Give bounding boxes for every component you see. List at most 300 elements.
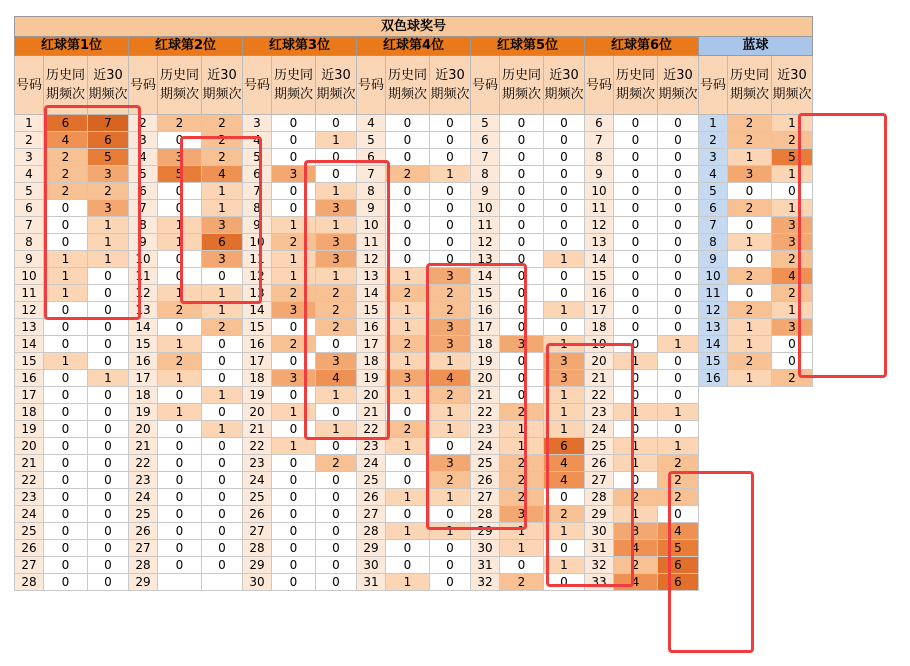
history-frequency-cell: 2 xyxy=(386,336,430,353)
history-frequency-cell: 0 xyxy=(158,540,202,557)
history-frequency-cell: 0 xyxy=(614,183,658,200)
history-frequency-cell: 1 xyxy=(44,353,88,370)
empty-cell xyxy=(772,387,813,404)
ball-number-cell: 3 xyxy=(699,149,728,166)
recent30-frequency-cell: 0 xyxy=(88,540,129,557)
history-frequency-cell: 0 xyxy=(386,472,430,489)
recent30-frequency-cell: 1 xyxy=(544,387,585,404)
history-frequency-cell: 0 xyxy=(728,183,772,200)
recent30-frequency-cell: 3 xyxy=(430,319,471,336)
recent30-frequency-cell: 1 xyxy=(430,353,471,370)
recent30-frequency-cell: 0 xyxy=(88,523,129,540)
recent30-frequency-cell: 1 xyxy=(430,421,471,438)
column-header: 近30期频次 xyxy=(316,56,357,115)
recent30-frequency-cell: 0 xyxy=(202,438,243,455)
history-frequency-cell: 2 xyxy=(500,455,544,472)
empty-cell xyxy=(699,557,728,574)
history-frequency-cell: 0 xyxy=(158,438,202,455)
empty-cell xyxy=(728,421,772,438)
ball-number-cell: 2 xyxy=(129,115,158,132)
ball-number-cell: 9 xyxy=(471,183,500,200)
ball-number-cell: 27 xyxy=(15,557,44,574)
ball-number-cell: 23 xyxy=(243,455,272,472)
recent30-frequency-cell: 2 xyxy=(430,387,471,404)
empty-cell xyxy=(772,523,813,540)
recent30-frequency-cell: 2 xyxy=(202,149,243,166)
history-frequency-cell: 0 xyxy=(500,183,544,200)
recent30-frequency-cell: 1 xyxy=(544,523,585,540)
ball-number-cell: 15 xyxy=(15,353,44,370)
column-header: 号码 xyxy=(357,56,386,115)
ball-number-cell: 9 xyxy=(699,251,728,268)
history-frequency-cell: 1 xyxy=(386,574,430,591)
history-frequency-cell: 0 xyxy=(386,183,430,200)
ball-number-cell: 26 xyxy=(357,489,386,506)
column-header: 号码 xyxy=(471,56,500,115)
group-header: 红球第1位 xyxy=(15,37,129,56)
history-frequency-cell: 3 xyxy=(728,166,772,183)
ball-number-cell: 13 xyxy=(243,285,272,302)
recent30-frequency-cell: 0 xyxy=(430,234,471,251)
recent30-frequency-cell: 0 xyxy=(88,455,129,472)
ball-number-cell: 26 xyxy=(15,540,44,557)
ball-number-cell: 31 xyxy=(585,540,614,557)
history-frequency-cell: 1 xyxy=(386,268,430,285)
empty-cell xyxy=(728,557,772,574)
recent30-frequency-cell: 1 xyxy=(544,404,585,421)
recent30-frequency-cell: 2 xyxy=(202,115,243,132)
table-row xyxy=(15,506,813,523)
ball-number-cell: 25 xyxy=(357,472,386,489)
history-frequency-cell: 6 xyxy=(44,115,88,132)
history-frequency-cell: 0 xyxy=(44,387,88,404)
ball-number-cell: 31 xyxy=(357,574,386,591)
recent30-frequency-cell: 0 xyxy=(658,234,699,251)
history-frequency-cell: 0 xyxy=(44,557,88,574)
history-frequency-cell: 0 xyxy=(272,455,316,472)
recent30-frequency-cell: 1 xyxy=(202,285,243,302)
ball-number-cell: 10 xyxy=(699,268,728,285)
history-frequency-cell: 5 xyxy=(158,166,202,183)
recent30-frequency-cell: 5 xyxy=(772,149,813,166)
history-frequency-cell: 0 xyxy=(614,370,658,387)
recent30-frequency-cell: 0 xyxy=(316,149,357,166)
ball-number-cell: 7 xyxy=(471,149,500,166)
recent30-frequency-cell: 0 xyxy=(658,183,699,200)
ball-number-cell: 17 xyxy=(357,336,386,353)
ball-number-cell: 11 xyxy=(243,251,272,268)
ball-number-cell: 2 xyxy=(699,132,728,149)
recent30-frequency-cell: 0 xyxy=(544,234,585,251)
recent30-frequency-cell: 0 xyxy=(430,115,471,132)
empty-cell xyxy=(699,506,728,523)
empty-cell xyxy=(728,404,772,421)
table-row xyxy=(15,200,813,217)
recent30-frequency-cell: 3 xyxy=(772,234,813,251)
recent30-frequency-cell: 0 xyxy=(544,149,585,166)
history-frequency-cell: 2 xyxy=(500,574,544,591)
recent30-frequency-cell: 0 xyxy=(316,438,357,455)
table-row xyxy=(15,353,813,370)
ball-number-cell: 25 xyxy=(471,455,500,472)
ball-number-cell: 7 xyxy=(357,166,386,183)
group-header: 红球第3位 xyxy=(243,37,357,56)
history-frequency-cell: 0 xyxy=(728,217,772,234)
history-frequency-cell: 0 xyxy=(500,302,544,319)
recent30-frequency-cell: 0 xyxy=(88,285,129,302)
ball-number-cell: 24 xyxy=(15,506,44,523)
ball-number-cell: 5 xyxy=(357,132,386,149)
ball-number-cell: 7 xyxy=(129,200,158,217)
ball-number-cell: 12 xyxy=(243,268,272,285)
history-frequency-cell: 0 xyxy=(500,387,544,404)
recent30-frequency-cell: 0 xyxy=(88,557,129,574)
ball-number-cell: 32 xyxy=(471,574,500,591)
ball-number-cell: 24 xyxy=(129,489,158,506)
empty-cell xyxy=(728,540,772,557)
history-frequency-cell: 0 xyxy=(44,370,88,387)
recent30-frequency-cell: 0 xyxy=(316,472,357,489)
history-frequency-cell: 1 xyxy=(386,302,430,319)
recent30-frequency-cell: 1 xyxy=(658,404,699,421)
table-row xyxy=(15,370,813,387)
empty-cell xyxy=(772,404,813,421)
column-header: 近30期频次 xyxy=(544,56,585,115)
recent30-frequency-cell: 6 xyxy=(202,234,243,251)
ball-number-cell: 5 xyxy=(129,166,158,183)
ball-number-cell: 1 xyxy=(15,115,44,132)
ball-number-cell: 21 xyxy=(585,370,614,387)
ball-number-cell: 8 xyxy=(471,166,500,183)
recent30-frequency-cell: 3 xyxy=(316,200,357,217)
history-frequency-cell: 0 xyxy=(614,234,658,251)
history-frequency-cell: 1 xyxy=(386,387,430,404)
ball-number-cell: 19 xyxy=(243,387,272,404)
ball-number-cell: 13 xyxy=(15,319,44,336)
recent30-frequency-cell: 4 xyxy=(202,166,243,183)
ball-number-cell: 9 xyxy=(243,217,272,234)
recent30-frequency-cell: 1 xyxy=(430,489,471,506)
recent30-frequency-cell: 3 xyxy=(772,319,813,336)
recent30-frequency-cell: 0 xyxy=(772,336,813,353)
empty-cell xyxy=(699,574,728,591)
history-frequency-cell: 0 xyxy=(386,455,430,472)
recent30-frequency-cell: 0 xyxy=(544,540,585,557)
recent30-frequency-cell: 2 xyxy=(772,251,813,268)
ball-number-cell: 18 xyxy=(471,336,500,353)
recent30-frequency-cell: 1 xyxy=(544,251,585,268)
history-frequency-cell: 0 xyxy=(158,523,202,540)
history-frequency-cell: 1 xyxy=(614,438,658,455)
recent30-frequency-cell: 1 xyxy=(88,234,129,251)
recent30-frequency-cell: 3 xyxy=(202,217,243,234)
ball-number-cell: 10 xyxy=(471,200,500,217)
ball-number-cell: 15 xyxy=(471,285,500,302)
history-frequency-cell: 2 xyxy=(500,472,544,489)
history-frequency-cell: 2 xyxy=(728,268,772,285)
ball-number-cell: 10 xyxy=(129,251,158,268)
history-frequency-cell: 0 xyxy=(386,200,430,217)
recent30-frequency-cell: 0 xyxy=(316,540,357,557)
table-row xyxy=(15,285,813,302)
ball-number-cell: 2 xyxy=(15,132,44,149)
recent30-frequency-cell: 0 xyxy=(772,353,813,370)
history-frequency-cell xyxy=(158,574,202,591)
recent30-frequency-cell: 0 xyxy=(658,268,699,285)
table-row xyxy=(15,251,813,268)
table-row xyxy=(15,217,813,234)
ball-number-cell: 31 xyxy=(471,557,500,574)
history-frequency-cell: 1 xyxy=(272,251,316,268)
recent30-frequency-cell: 2 xyxy=(430,472,471,489)
ball-number-cell: 11 xyxy=(471,217,500,234)
recent30-frequency-cell: 1 xyxy=(316,421,357,438)
ball-number-cell: 27 xyxy=(243,523,272,540)
history-frequency-cell: 0 xyxy=(158,489,202,506)
recent30-frequency-cell: 3 xyxy=(88,166,129,183)
ball-number-cell: 12 xyxy=(699,302,728,319)
ball-number-cell: 15 xyxy=(357,302,386,319)
ball-number-cell: 15 xyxy=(585,268,614,285)
ball-number-cell: 23 xyxy=(129,472,158,489)
recent30-frequency-cell: 1 xyxy=(544,557,585,574)
history-frequency-cell: 3 xyxy=(614,523,658,540)
empty-cell xyxy=(772,489,813,506)
history-frequency-cell: 0 xyxy=(500,557,544,574)
history-frequency-cell: 1 xyxy=(728,336,772,353)
recent30-frequency-cell: 7 xyxy=(88,115,129,132)
ball-number-cell: 11 xyxy=(15,285,44,302)
recent30-frequency-cell: 0 xyxy=(316,166,357,183)
recent30-frequency-cell: 0 xyxy=(430,506,471,523)
history-frequency-cell: 0 xyxy=(158,251,202,268)
recent30-frequency-cell: 4 xyxy=(430,370,471,387)
ball-number-cell: 16 xyxy=(243,336,272,353)
recent30-frequency-cell: 6 xyxy=(658,574,699,591)
recent30-frequency-cell: 1 xyxy=(544,336,585,353)
recent30-frequency-cell: 0 xyxy=(202,455,243,472)
history-frequency-cell: 1 xyxy=(386,438,430,455)
history-frequency-cell: 2 xyxy=(272,336,316,353)
recent30-frequency-cell: 0 xyxy=(202,404,243,421)
ball-number-cell: 13 xyxy=(129,302,158,319)
history-frequency-cell: 2 xyxy=(614,489,658,506)
ball-number-cell: 16 xyxy=(585,285,614,302)
recent30-frequency-cell: 1 xyxy=(202,200,243,217)
recent30-frequency-cell: 6 xyxy=(658,557,699,574)
ball-number-cell: 13 xyxy=(699,319,728,336)
ball-number-cell: 6 xyxy=(471,132,500,149)
column-header: 近30期频次 xyxy=(772,56,813,115)
ball-number-cell: 15 xyxy=(129,336,158,353)
ball-number-cell: 27 xyxy=(471,489,500,506)
table-row xyxy=(15,149,813,166)
group-header: 红球第2位 xyxy=(129,37,243,56)
ball-number-cell: 24 xyxy=(471,438,500,455)
ball-number-cell: 29 xyxy=(585,506,614,523)
recent30-frequency-cell: 0 xyxy=(88,336,129,353)
history-frequency-cell: 0 xyxy=(158,387,202,404)
column-header: 历史同期频次 xyxy=(272,56,316,115)
ball-number-cell: 22 xyxy=(357,421,386,438)
ball-number-cell: 17 xyxy=(471,319,500,336)
recent30-frequency-cell: 2 xyxy=(772,370,813,387)
recent30-frequency-cell: 1 xyxy=(88,370,129,387)
ball-number-cell: 24 xyxy=(243,472,272,489)
history-frequency-cell: 0 xyxy=(614,472,658,489)
ball-number-cell: 18 xyxy=(129,387,158,404)
empty-cell xyxy=(728,506,772,523)
history-frequency-cell: 0 xyxy=(386,404,430,421)
ball-number-cell: 25 xyxy=(15,523,44,540)
column-header: 号码 xyxy=(129,56,158,115)
history-frequency-cell: 0 xyxy=(158,319,202,336)
history-frequency-cell: 0 xyxy=(44,438,88,455)
ball-number-cell: 21 xyxy=(471,387,500,404)
ball-number-cell: 10 xyxy=(15,268,44,285)
ball-number-cell: 28 xyxy=(129,557,158,574)
history-frequency-cell: 0 xyxy=(614,302,658,319)
recent30-frequency-cell: 2 xyxy=(658,489,699,506)
history-frequency-cell: 0 xyxy=(500,251,544,268)
column-header: 近30期频次 xyxy=(430,56,471,115)
table-title: 双色球奖号 xyxy=(15,17,813,37)
recent30-frequency-cell: 0 xyxy=(658,132,699,149)
history-frequency-cell: 0 xyxy=(44,234,88,251)
ball-number-cell: 30 xyxy=(357,557,386,574)
recent30-frequency-cell: 3 xyxy=(430,455,471,472)
group-header: 红球第4位 xyxy=(357,37,471,56)
recent30-frequency-cell: 0 xyxy=(544,200,585,217)
column-header: 历史同期频次 xyxy=(728,56,772,115)
table-row xyxy=(15,472,813,489)
table-row xyxy=(15,268,813,285)
ball-number-cell: 14 xyxy=(357,285,386,302)
history-frequency-cell: 4 xyxy=(44,132,88,149)
ball-number-cell: 16 xyxy=(357,319,386,336)
history-frequency-cell: 0 xyxy=(614,200,658,217)
recent30-frequency-cell: 2 xyxy=(316,302,357,319)
table-row xyxy=(15,302,813,319)
recent30-frequency-cell: 3 xyxy=(430,268,471,285)
recent30-frequency-cell: 0 xyxy=(202,370,243,387)
recent30-frequency-cell: 0 xyxy=(544,489,585,506)
empty-cell xyxy=(699,404,728,421)
recent30-frequency-cell: 3 xyxy=(202,251,243,268)
history-frequency-cell: 1 xyxy=(158,285,202,302)
history-frequency-cell: 0 xyxy=(44,506,88,523)
ball-number-cell: 20 xyxy=(471,370,500,387)
empty-cell xyxy=(728,387,772,404)
ball-number-cell: 23 xyxy=(357,438,386,455)
recent30-frequency-cell: 0 xyxy=(316,557,357,574)
ball-number-cell: 8 xyxy=(129,217,158,234)
ball-number-cell: 6 xyxy=(129,183,158,200)
group-header: 红球第5位 xyxy=(471,37,585,56)
recent30-frequency-cell: 0 xyxy=(430,132,471,149)
table-row xyxy=(15,523,813,540)
ball-number-cell: 27 xyxy=(357,506,386,523)
history-frequency-cell: 0 xyxy=(158,455,202,472)
history-frequency-cell: 2 xyxy=(44,149,88,166)
history-frequency-cell: 1 xyxy=(728,370,772,387)
history-frequency-cell: 2 xyxy=(158,115,202,132)
history-frequency-cell: 0 xyxy=(500,285,544,302)
ball-number-cell: 9 xyxy=(357,200,386,217)
recent30-frequency-cell: 0 xyxy=(544,285,585,302)
recent30-frequency-cell: 0 xyxy=(316,115,357,132)
table-row xyxy=(15,319,813,336)
ball-number-cell: 22 xyxy=(243,438,272,455)
ball-number-cell: 29 xyxy=(357,540,386,557)
history-frequency-cell: 2 xyxy=(728,200,772,217)
history-frequency-cell: 0 xyxy=(614,421,658,438)
history-frequency-cell: 0 xyxy=(614,166,658,183)
history-frequency-cell: 1 xyxy=(728,319,772,336)
recent30-frequency-cell: 0 xyxy=(772,183,813,200)
ball-number-cell: 25 xyxy=(585,438,614,455)
ball-number-cell: 25 xyxy=(243,489,272,506)
ball-number-cell: 14 xyxy=(585,251,614,268)
history-frequency-cell: 0 xyxy=(614,149,658,166)
history-frequency-cell: 0 xyxy=(386,506,430,523)
recent30-frequency-cell: 0 xyxy=(658,200,699,217)
ball-number-cell: 19 xyxy=(357,370,386,387)
history-frequency-cell: 0 xyxy=(272,183,316,200)
table-row xyxy=(15,183,813,200)
recent30-frequency-cell: 0 xyxy=(316,523,357,540)
recent30-frequency-cell: 1 xyxy=(202,421,243,438)
column-header: 号码 xyxy=(585,56,614,115)
ball-number-cell: 16 xyxy=(471,302,500,319)
recent30-frequency-cell: 0 xyxy=(658,115,699,132)
history-frequency-cell: 0 xyxy=(44,574,88,591)
ball-number-cell: 20 xyxy=(243,404,272,421)
ball-number-cell: 7 xyxy=(15,217,44,234)
ball-number-cell: 18 xyxy=(585,319,614,336)
ball-number-cell: 9 xyxy=(15,251,44,268)
recent30-frequency-cell: 0 xyxy=(430,149,471,166)
recent30-frequency-cell: 0 xyxy=(658,302,699,319)
recent30-frequency-cell: 0 xyxy=(544,166,585,183)
history-frequency-cell: 0 xyxy=(728,285,772,302)
history-frequency-cell: 0 xyxy=(500,217,544,234)
ball-number-cell: 26 xyxy=(471,472,500,489)
recent30-frequency-cell: 0 xyxy=(658,217,699,234)
ball-number-cell: 30 xyxy=(243,574,272,591)
recent30-frequency-cell: 0 xyxy=(430,251,471,268)
ball-number-cell: 5 xyxy=(699,183,728,200)
empty-cell xyxy=(772,421,813,438)
empty-cell xyxy=(772,540,813,557)
empty-cell xyxy=(699,489,728,506)
ball-number-cell: 21 xyxy=(357,404,386,421)
table-row xyxy=(15,166,813,183)
group-header: 红球第6位 xyxy=(585,37,699,56)
history-frequency-cell: 0 xyxy=(44,540,88,557)
recent30-frequency-cell: 3 xyxy=(772,217,813,234)
recent30-frequency-cell: 0 xyxy=(430,540,471,557)
recent30-frequency-cell: 1 xyxy=(88,251,129,268)
history-frequency-cell: 2 xyxy=(272,285,316,302)
empty-cell xyxy=(728,455,772,472)
ball-number-cell: 9 xyxy=(585,166,614,183)
history-frequency-cell: 1 xyxy=(44,285,88,302)
recent30-frequency-cell: 1 xyxy=(430,166,471,183)
ball-number-cell: 8 xyxy=(243,200,272,217)
history-frequency-cell: 0 xyxy=(44,455,88,472)
recent30-frequency-cell: 0 xyxy=(88,489,129,506)
